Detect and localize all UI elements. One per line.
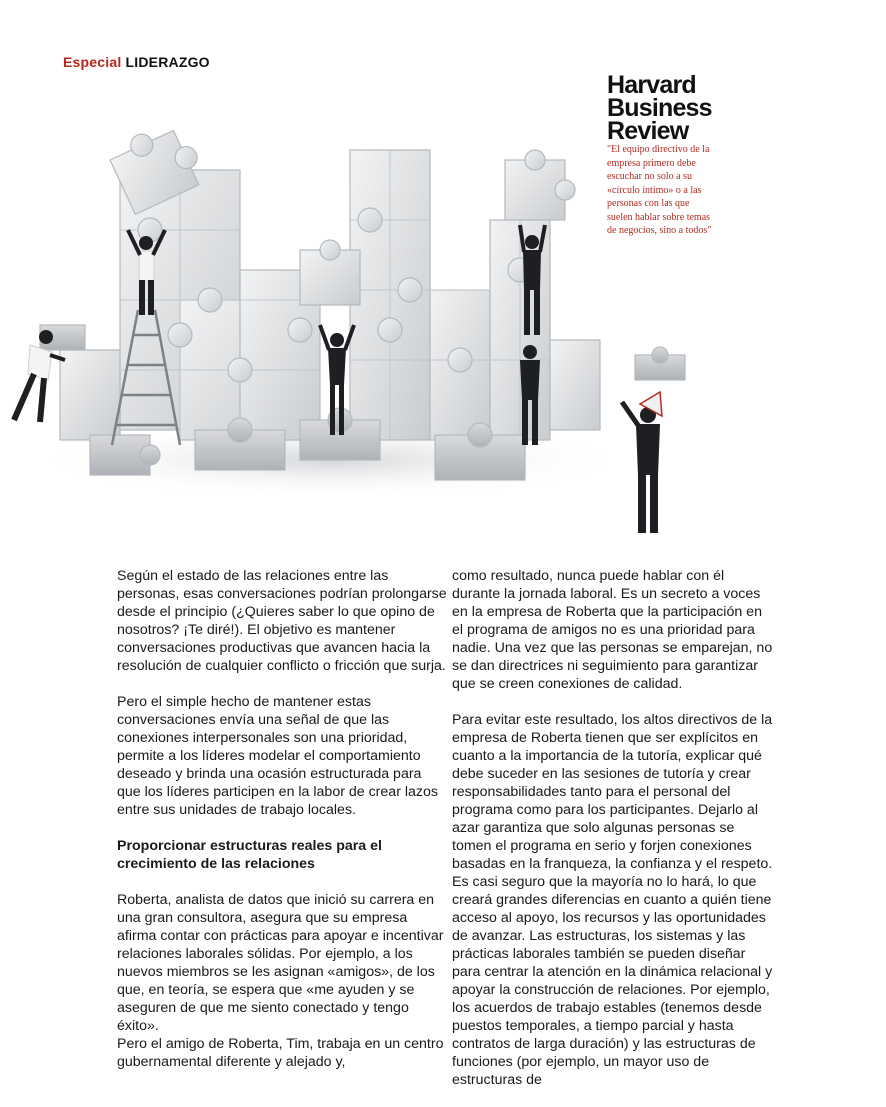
article-column-right bbox=[452, 567, 774, 1107]
logo-line-2: Business bbox=[607, 94, 712, 122]
paragraph: Roberta, analista de datos que inició su carrera en una gran consultora, asegura que su empresa afirma contar con prácticas para apoyar e incentivar relaciones laborales sólidas. Por ejemplo, a los nuevos miembros se les asignan «amigos», de los que, en teoría, se espera que «me ayuden y se aseguren de que me siento conectado y tengo éxito». bbox=[117, 892, 444, 1034]
pull-quote: "El equipo directivo de la empresa primero debe escuchar no solo a su «círculo íntimo» o a las personas con las que suelen hablar sobre temas de negocios, sino a todos" bbox=[607, 144, 712, 236]
section-heading: Proporcionar estructuras reales para el crecimiento de las relaciones bbox=[117, 838, 382, 872]
section-tag-title: LIDERAZGO bbox=[125, 54, 210, 70]
logo-line-3: Review bbox=[607, 117, 689, 145]
paragraph: Pero el simple hecho de mantener estas conversaciones envía una señal de que las conexiones interpersonales son una prioridad, permite a los líderes modelar el comportamiento deseado y brinda una ocasión estructurada para que los líderes participen en la labor de crear lazos entre sus unidades de trabajo locales. bbox=[117, 694, 438, 818]
section-tag-accent: Especial bbox=[63, 54, 122, 70]
article-column-left bbox=[117, 567, 447, 1071]
paragraph: como resultado, nunca puede hablar con él durante la jornada laboral. Es un secreto a voces en la empresa de Roberta que la participación en el programa de amigos no es una prioridad para nadie. Una vez que las personas se emparejan, no se dan directrices ni seguimiento para garantizar que se creen conexiones de calidad. bbox=[452, 568, 773, 692]
puzzle-illustration bbox=[0, 130, 720, 550]
paragraph: Para evitar este resultado, los altos directivos de la empresa de Roberta tienen que ser explícitos en cuanto a la importancia de la tutoría, explicar qué debe suceder en las sesiones de tutoría y crear responsabilidades tanto para el personal del programa como para los participantes. Dejarlo al azar garantiza que solo algunas personas se tomen el programa en serio y forjen conexiones basadas en la franqueza, la confianza y el respeto. Es casi seguro que la mayoría no lo hará, lo que creará grandes diferencias en cuanto a quién tiene acceso al apoyo, los recursos y las oportunidades de avanzar. Las estructuras, los sistemas y las prácticas laborales también se pueden diseñar para centrar la atención en la dinámica relacional y apoyar la construcción de relaciones. Por ejemplo, los acuerdos de trabajo estables (tenemos desde puestos temporales, a tiempo parcial y hasta contratos de larga duración) y las estructuras de funciones (por ejemplo, un mayor uso de estructuras de bbox=[452, 712, 773, 1088]
logo-line-1: Harvard bbox=[607, 71, 696, 99]
paragraph: Pero el amigo de Roberta, Tim, trabaja en un centro gubernamental diferente y alejado y, bbox=[117, 1036, 444, 1070]
section-tag bbox=[63, 54, 210, 70]
paragraph: Según el estado de las relaciones entre las personas, esas conversaciones podrían prolongarse desde el principio (¿Quieres saber lo que opino de nosotros? ¡Te diré!). El objetivo es mantener conversaciones productivas que avancen hacia la resolución de cualquier conflicto o fricción que surja. bbox=[117, 568, 447, 674]
